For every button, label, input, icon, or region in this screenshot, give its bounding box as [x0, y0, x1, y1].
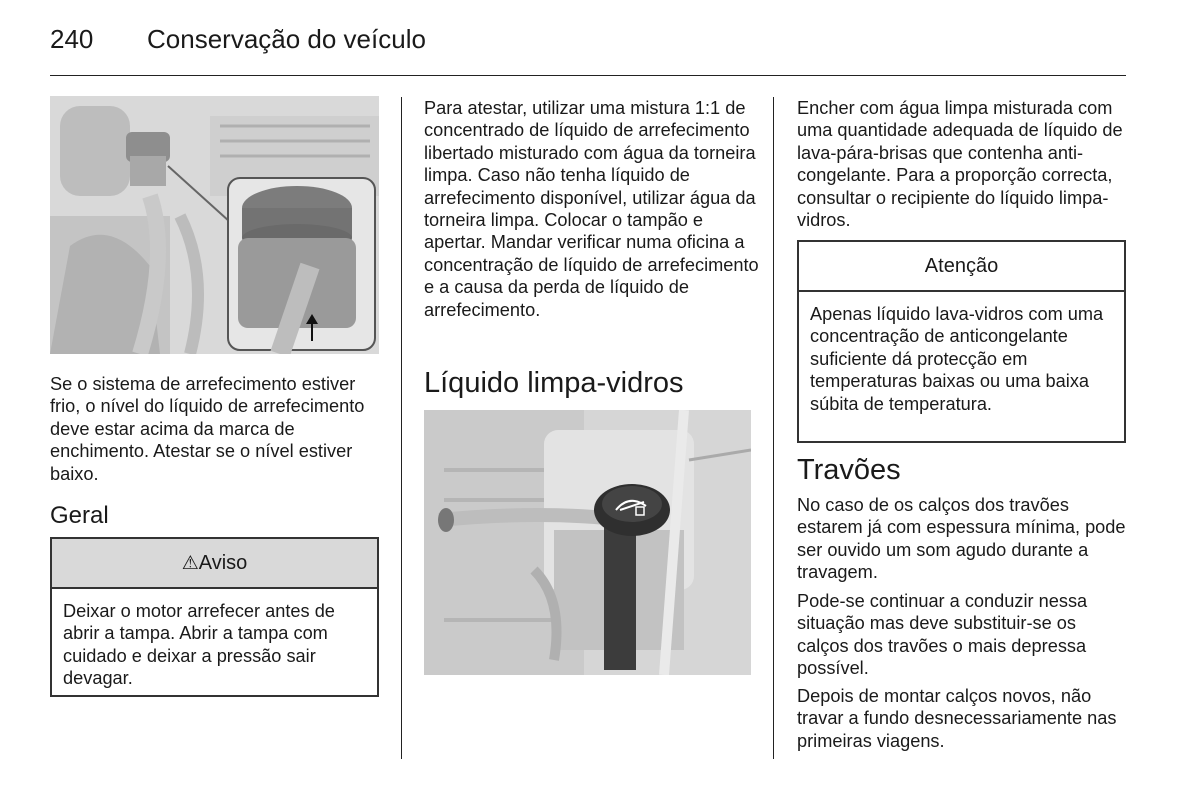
warning-box: [50, 537, 379, 697]
caution-body: Apenas líquido lava-vidros com uma concentração de anticongelante suficiente dá protecção em temperaturas baixas ou uma baixa súbita de temperatura.: [810, 304, 1104, 414]
washer-fluid-reservoir-illustration: [424, 410, 751, 675]
caution-header: [799, 242, 1124, 292]
caution-box: [797, 240, 1126, 443]
coolant-reservoir-illustration: [50, 96, 379, 354]
brakes-heading: Travões: [797, 454, 901, 486]
brakes-paragraph-1: No caso de os calços dos travões estarem já com espessura mínima, pode ser ouvido um som agudo durante a travagem.: [797, 495, 1126, 583]
warning-body: Deixar o motor arrefecer antes de abrir a tampa. Abrir a tampa com cuidado e deixar a pressão sair devagar.: [63, 601, 335, 689]
column-divider-left: [401, 97, 402, 759]
coolant-level-text: Se o sistema de arrefecimento estiver frio, o nível do líquido de arrefecimento deve estar acima da marca de enchimento. Atestar se o nível estiver baixo.: [50, 374, 365, 484]
warning-title: Aviso: [198, 552, 248, 574]
brakes-paragraph-2: Pode-se continuar a conduzir nessa situação mas deve substituir-se os calços dos travões o mais depressa possível.: [797, 591, 1088, 679]
caution-title: Atenção: [924, 255, 999, 277]
washer-fluid-text: Encher com água limpa misturada com uma quantidade adequada de líquido de lava-pára-brisas que contenha anti-congelante. Para a proporção correcta, consultar o recipiente do líquido limpa-vidros.: [797, 98, 1123, 231]
warning-triangle-icon: ⚠: [181, 552, 199, 574]
warning-header: [52, 539, 377, 589]
column-divider-right: [773, 97, 774, 759]
header-divider: [50, 75, 1126, 76]
page-number: 240: [50, 24, 94, 54]
page-title: Conservação do veículo: [147, 24, 426, 54]
brakes-paragraph-3: Depois de montar calços novos, não travar a fundo desnecessariamente nas primeiras viagens.: [797, 686, 1117, 751]
coolant-fill-text: Para atestar, utilizar uma mistura 1:1 de concentrado de líquido de arrefecimento libertado misturado com água da torneira limpa. Caso não tenha líquido de arrefecimento disponível, utilizar água da torneira limpa. Colocar o tampão e apertar. Mandar verificar numa oficina a concentração de líquido de arrefecimento e a causa da perda de líquido de arrefecimento.: [424, 98, 759, 320]
geral-heading: Geral: [50, 502, 109, 529]
washer-fluid-heading: Líquido limpa-vidros: [424, 367, 684, 399]
